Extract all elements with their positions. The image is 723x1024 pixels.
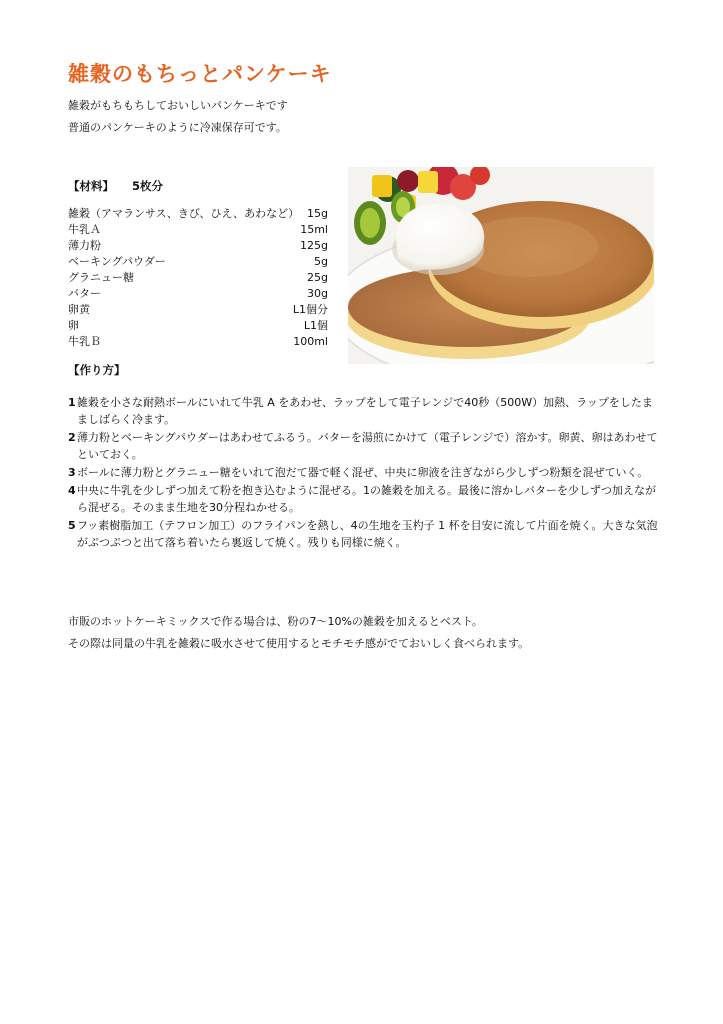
intro-line: 普通のパンケーキのように冷凍保存可です。 [68, 121, 287, 134]
method-steps [68, 394, 660, 552]
method-step [68, 429, 660, 463]
method-step [68, 464, 660, 481]
ingredient-name: ベーキングパウダー [68, 255, 166, 268]
ingredient-amount: 30g [307, 287, 328, 300]
step-number: 4 [68, 484, 76, 497]
note-line: 市販のホットケーキミックスで作る場合は、粉の7～10%の雑穀を加えるとベスト。 [68, 615, 483, 628]
step-text: 中央に牛乳を少しずつ加えて粉を抱き込むように混ぜる。1の雑穀を加える。最後に溶かしバターを少しずつ加えながら混ぜる。そのまま生地を30分程ねかせる。 [77, 484, 656, 514]
ingredients-heading [68, 178, 163, 194]
ingredient-amount: 100ml [293, 335, 328, 348]
ingredient-name: グラニュー糖 [68, 271, 134, 284]
ingredient-amount: 15g [307, 207, 328, 220]
ingredient-row [68, 286, 328, 302]
ingredient-row [68, 206, 328, 222]
note-line: その際は同量の牛乳を雑穀に吸水させて使用するとモチモチ感がでておいしく食べられます。 [68, 637, 530, 650]
ingredient-amount: 5g [314, 255, 328, 268]
ingredient-row [68, 302, 328, 318]
method-step [68, 482, 660, 516]
ingredient-name: 牛乳Ｂ [68, 335, 101, 348]
ingredient-amount: 125g [300, 239, 328, 252]
intro-line: 雑穀がもちもちしておいしいパンケーキです [68, 99, 288, 112]
ingredients-list [68, 206, 328, 350]
step-text: 雑穀を小さな耐熱ボールにいれて牛乳 A をあわせ、ラップをして電子レンジで40秒（500W）加熱、ラップをしたまましばらく冷ます。 [77, 396, 653, 426]
ingredient-name: 卵黄 [68, 303, 90, 316]
ingredient-amount: L1個 [303, 319, 328, 332]
step-number: 2 [68, 431, 76, 444]
intro-text [68, 95, 288, 139]
step-text: ボールに薄力粉とグラニュー糖をいれて泡だて器で軽く混ぜ、中央に卵液を注ぎながら少しずつ粉類を混ぜていく。 [77, 466, 649, 479]
ingredient-amount: 25g [307, 271, 328, 284]
ingredients-label: 【材料】 [68, 179, 114, 193]
ingredient-row [68, 254, 328, 270]
ingredient-row [68, 318, 328, 334]
ingredient-name: バター [68, 287, 101, 300]
method-step [68, 517, 660, 551]
ingredient-amount: L1個分 [292, 303, 328, 316]
step-number: 5 [68, 519, 76, 532]
page-title: 雑穀のもちっとパンケーキ [68, 62, 332, 86]
step-number: 1 [68, 396, 76, 409]
notes [68, 611, 529, 655]
pancake-illustration [348, 167, 654, 364]
step-number: 3 [68, 466, 76, 479]
ingredient-name: 雑穀（アマランサス、きび、ひえ、あわなど） [68, 207, 300, 220]
step-text: 薄力粉とベーキングパウダーはあわせてふるう。バターを湯煎にかけて（電子レンジで）溶かす。卵黄、卵はあわせてといておく。 [77, 431, 658, 461]
method-step [68, 394, 660, 428]
ingredient-name: 薄力粉 [68, 239, 101, 252]
ingredient-amount: 15ml [300, 223, 328, 236]
ingredient-name: 卵 [68, 319, 79, 332]
ingredient-row [68, 222, 328, 238]
ingredient-row [68, 270, 328, 286]
pancake-photo [348, 167, 654, 364]
ingredient-row [68, 238, 328, 254]
method-heading: 【作り方】 [68, 363, 126, 377]
step-text: フッ素樹脂加工（テフロン加工）のフライパンを熱し、4の生地を玉杓子 1 杯を目安に流して片面を焼く。大きな気泡がぷつぷつと出て落ち着いたら裏返して焼く。残りも同様に焼く。 [77, 519, 658, 549]
ingredient-name: 牛乳Ａ [68, 223, 101, 236]
servings-label: 5枚分 [132, 179, 164, 193]
ingredient-row [68, 334, 328, 350]
